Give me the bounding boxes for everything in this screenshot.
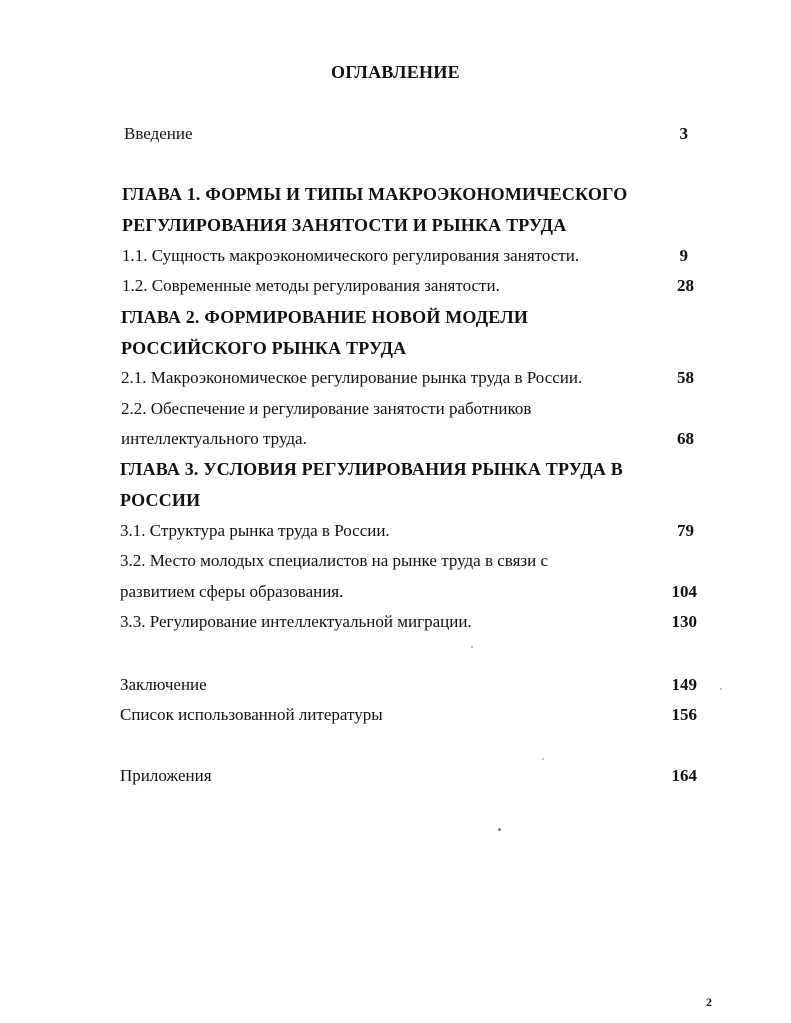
toc-page-bibliography: 156 [671, 705, 697, 724]
toc-entry-2-1: 2.1. Макроэкономическое регулирование рынка труда в России. [121, 368, 583, 387]
toc-page-3-2: 104 [671, 582, 697, 601]
toc-page-3-1: 79 [677, 521, 694, 540]
toc-entry-1-1: 1.1. Сущность макроэкономического регулирования занятости. [122, 246, 580, 265]
toc-page-appendix: 164 [671, 766, 697, 785]
toc-title: ОГЛАВЛЕНИЕ [331, 62, 460, 82]
toc-page-intro: 3 [679, 124, 688, 143]
scan-speck [720, 688, 722, 690]
toc-entry-3-2-line1: 3.2. Место молодых специалистов на рынке труда в связи с [120, 551, 549, 570]
toc-page-1-1: 9 [679, 246, 688, 265]
toc-page-conclusion: 149 [671, 675, 697, 694]
toc-entry-appendix: Приложения [120, 766, 212, 785]
chapter-2-heading-line2: РОССИЙСКОГО РЫНКА ТРУДА [121, 338, 407, 358]
toc-entry-2-2-line2: интеллектуального труда. [121, 429, 307, 448]
chapter-3-heading-line2: РОССИИ [120, 490, 201, 510]
toc-page-2-2: 68 [677, 429, 694, 448]
page-number: 2 [706, 995, 712, 1009]
chapter-1-heading-line1: ГЛАВА 1. ФОРМЫ И ТИПЫ МАКРОЭКОНОМИЧЕСКОГО [122, 184, 628, 204]
chapter-1-heading-line2: РЕГУЛИРОВАНИЯ ЗАНЯТОСТИ И РЫНКА ТРУДА [122, 215, 567, 235]
toc-entry-conclusion: Заключение [120, 675, 207, 694]
scan-speck [542, 758, 544, 760]
chapter-2-heading-line1: ГЛАВА 2. ФОРМИРОВАНИЕ НОВОЙ МОДЕЛИ [121, 307, 529, 327]
chapter-3-heading-line1: ГЛАВА 3. УСЛОВИЯ РЕГУЛИРОВАНИЯ РЫНКА ТРУДА В [120, 459, 624, 479]
toc-entry-3-1: 3.1. Структура рынка труда в России. [120, 521, 390, 540]
scan-speck [471, 646, 473, 648]
toc-entry-intro: Введение [124, 124, 193, 143]
toc-entry-2-2-line1: 2.2. Обеспечение и регулирование занятости работников [121, 399, 532, 418]
toc-page-3-3: 130 [671, 612, 697, 631]
toc-entry-3-3: 3.3. Регулирование интеллектуальной миграции. [120, 612, 472, 631]
toc-entry-bibliography: Список использованной литературы [120, 705, 383, 724]
toc-page-1-2: 28 [677, 276, 694, 295]
toc-page-2-1: 58 [677, 368, 694, 387]
toc-entry-1-2: 1.2. Современные методы регулирования занятости. [122, 276, 500, 295]
toc-entry-3-2-line2: развитием сферы образования. [120, 582, 344, 601]
scan-speck [498, 828, 501, 831]
